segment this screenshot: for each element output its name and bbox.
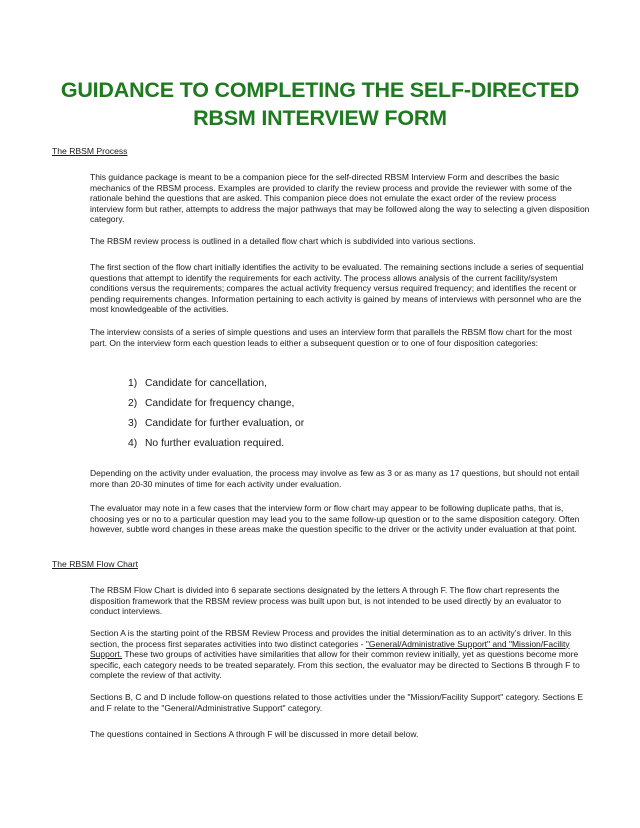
paragraph: The first section of the flow chart initially identifies the activity to be evaluated. The remaining sections include a series of sequential questions that attempt to identify the requirements for each activity. The process allows analysis of the current facility/system conditions versus the requirements; compares the actual activity frequency versus required frequency; and identifies the recent or pending requirements changes. Information pertaining to each activity is gained by means of interviews with personnel who are the most knowledgeable of the activities. <box>90 262 584 314</box>
document-title: GUIDANCE TO COMPLETING THE SELF-DIRECTED RBSM INTERVIEW FORM <box>60 78 580 130</box>
paragraph: The RBSM review process is outlined in a detailed flow chart which is subdivided into various sections. <box>90 236 476 246</box>
list-item: 4) No further evaluation required. <box>128 438 285 449</box>
list-item: 1) Candidate for cancellation, <box>128 378 267 389</box>
category-names-underlined: "General/Administrative Support" and "Mission/Facility Support. <box>90 638 570 659</box>
paragraph: Sections B, C and D include follow-on questions related to those activities under the "Mission/Facility Support" category. Sections E and F relate to the "General/Administrative Support" category. <box>90 692 583 713</box>
section-heading-rbsm-process: The RBSM Process <box>52 146 128 156</box>
paragraph: The evaluator may note in a few cases that the interview form or flow chart may appear to be following duplicate paths, that is, choosing yes or no to a particular question may lead you to the same follow-up question or to the same disposition category. Often however, subtle word changes in these areas make the question specific to the driver or the activity under evaluation at that point. <box>90 503 580 534</box>
list-item: 3) Candidate for further evaluation, or <box>128 418 305 429</box>
paragraph: The interview consists of a series of simple questions and uses an interview form that parallels the RBSM flow chart for the most part. On the interview form each question leads to either a subsequent question or to one of four disposition categories: <box>90 327 572 348</box>
paragraph: Section A is the starting point of the RBSM Review Process and provides the initial determination as to an activity’s driver. In this section, the process first separates activities into two distinct categories - "General/Administrative Support" and "Mission/Facility Support. These two groups of activities have similarities that allow for their common review initially, yet as questions become more specific, each category needs to be treated separately. From this section, the evaluator may be directed to Sections B through F to complete the review of that activity. <box>90 628 580 680</box>
paragraph: The questions contained in Sections A through F will be discussed in more detail below. <box>90 729 419 739</box>
paragraph: This guidance package is meant to be a companion piece for the self-directed RBSM Interview Form and describes the basic mechanics of the RBSM process. Examples are provided to clarify the review process and provide the reviewer with some of the rationale behind the questions that are asked. This companion piece does not emulate the exact order of the review process interview form but rather, attempts to address the major pathways that may be followed along the way to selecting a given disposition category. <box>90 172 590 224</box>
paragraph: Depending on the activity under evaluation, the process may involve as few as 3 or as many as 17 questions, but should not entail more than 20-30 minutes of time for each activity under evaluation. <box>90 468 580 489</box>
section-heading-rbsm-flow-chart: The RBSM Flow Chart <box>52 559 138 569</box>
paragraph: The RBSM Flow Chart is divided into 6 separate sections designated by the letters A through F. The flow chart represents the disposition framework that the RBSM review process was built upon but, is not intended to be used directly by an evaluator to conduct interviews. <box>90 585 562 616</box>
list-item: 2) Candidate for frequency change, <box>128 398 295 409</box>
